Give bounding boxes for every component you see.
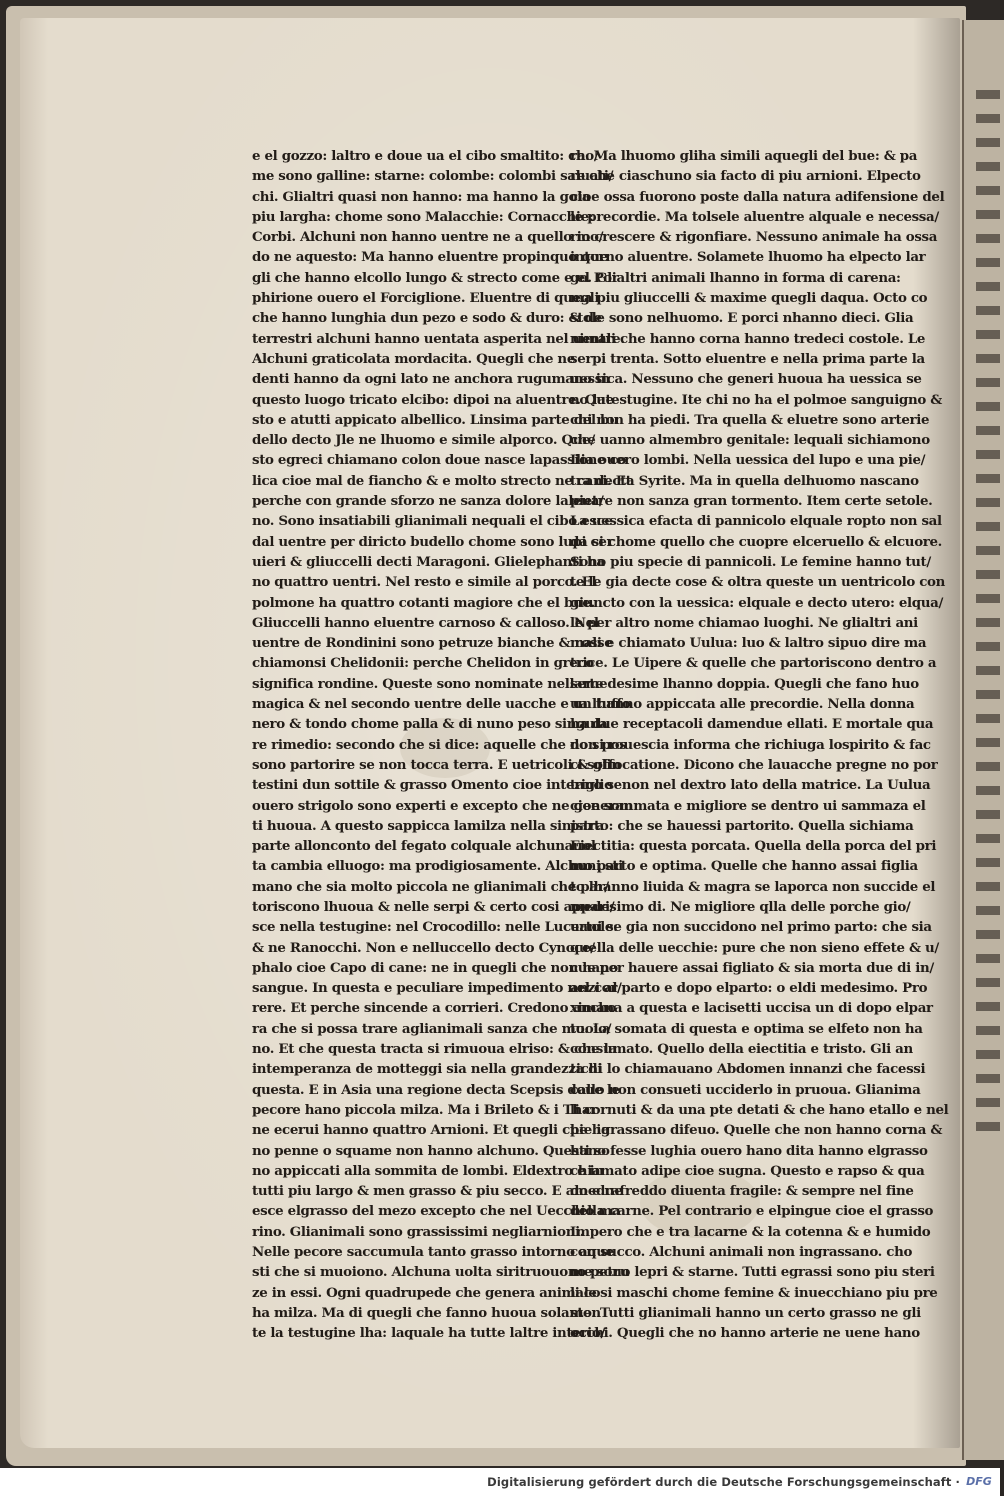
text-line: ci soffocatione. Dicono che lauacche pregne no por — [570, 756, 938, 773]
text-line: no appiccati alla sommita de lombi. Eldextro e in — [252, 1162, 604, 1179]
text-line: ximana a questa e lacisetti uccisa un di dopo elpar — [570, 1000, 933, 1017]
text-line: sto e atutti appicato albellico. Linsima parte del bu — [252, 411, 619, 428]
text-line: rino. Glianimali sono grassissimi negliarnioni. — [252, 1223, 585, 1240]
text-line: piu largha: chome sono Malacchie: Cornacchie: — [252, 208, 594, 225]
text-line: callo non consueti ucciderlo in pruoua. Glianima — [570, 1081, 921, 1098]
text-line: chi non ha piedi. Tra quella & eluetre sono arterie — [570, 411, 930, 428]
text-line: to lhanno liuida & magra se laporca non succide el — [570, 878, 936, 895]
text-line: semedesime lhanno doppia. Quegli che fano huo — [570, 675, 919, 692]
digitization-credit: Digitalisierung gefördert durch die Deutsche Forschungsgemeinschaft · — [487, 1475, 960, 1489]
text-line: Impero che e tra lacarne & la cotenna & e humido — [570, 1223, 931, 1240]
text-line: nimali che hanno corna hanno tredeci costole. Le — [570, 330, 926, 347]
text-line: ma piu gliuccelli & maxime quegli daqua. Octo co — [570, 290, 928, 307]
text-line: anzi al parto e dopo elparto: o eldi medesimo. Pro — [570, 980, 928, 997]
text-line: ne ecerui hanno quattro Arnioni. Et quegli che ha — [252, 1122, 610, 1139]
text-line: parte allonconto del fegato colquale alchunauol — [252, 838, 596, 855]
text-line: tano senon nel dextro lato della matrice. La Uulua — [570, 777, 931, 794]
text-line: Corbi. Alchuni non hanno uentre ne a quello mo/ — [252, 229, 604, 246]
text-line: questa. E in Asia una regione decta Scepsis doue le — [252, 1081, 620, 1098]
text-line: no. Sono insatiabili glianimali nequali el cibo esce — [252, 513, 613, 530]
text-column-right — [570, 146, 949, 1344]
text-line: do si rouescia informa che richiuga lospirito & fac — [570, 736, 931, 753]
text-line: gli che hanno elcollo lungo & strecto come e el Por — [252, 269, 619, 286]
text-line: della carne. Pel contrario e elpingue cioe el grasso — [570, 1203, 934, 1220]
text-line: mano che sia molto piccola ne glianimali che par/ — [252, 878, 609, 895]
text-line: ra che si possa trare aglianimali sanza che muoio/ — [252, 1020, 612, 1037]
text-line: e el gozzo: laltro e doue ua el cibo smaltito: cho/ — [252, 148, 599, 164]
text-line: ra. Ma lhuomo gliha simili aquegli del bue: & pa — [570, 148, 918, 164]
text-line: uani se gia non succidono nel primo parto: che sia — [570, 919, 932, 936]
text-column-left — [252, 146, 633, 1344]
text-line: Eiectitia: questa porcata. Quella della porca del pri — [570, 838, 937, 855]
text-line: parto: che se hauessi partorito. Quella sichiama — [570, 817, 914, 834]
text-line: quella delle uecchie: pure che non sieno effete & u/ — [570, 939, 939, 956]
text-line: ouero strigolo sono experti e excepto che ne generan — [252, 797, 633, 814]
text-line: pietre non sanza gran tormento. Item certe setole. — [570, 493, 933, 510]
dfg-logo: DFG — [966, 1475, 992, 1488]
text-line: occhi. Quegli che no hanno arterie ne uene hano — [570, 1325, 920, 1342]
text-line: no penne o squame non hanno alchuno. Questi so — [252, 1142, 610, 1159]
text-line: phalo cioe Capo di cane: ne in quegli che non hano — [252, 959, 618, 976]
text-line: significa rondine. Queste sono nominate nellarte — [252, 675, 604, 692]
text-line: La uessica efacta di pannicolo elquale ropto non sal — [570, 513, 942, 530]
text-line: do ne aquesto: Ma hanno eluentre propinquo que — [252, 249, 608, 266]
text-line: intorno aluentre. Solamete lhuomo ha elpecto lar — [570, 249, 926, 266]
text-line: medesimo di. Ne migliore qlla delle porche gio/ — [570, 898, 911, 915]
text-line: trice. Le Uipere & quelle che partoriscono dentro a — [570, 655, 937, 672]
text-line: te la testugine lha: laquale ha tutte laltre interio/ — [252, 1325, 605, 1342]
text-line: & ne Ranocchi. Non e nelluccello decto Cynoce/ — [252, 939, 595, 956]
text-line: ti huoua. A questo sappicca lamilza nella sinistra — [252, 817, 604, 834]
text-line: no. Et che questa tracta si rimuoua elriso: & che la — [252, 1041, 617, 1058]
text-line: sto egreci chiamano colon doue nasce lapassione co — [252, 452, 626, 469]
text-line: re che ciaschuno sia facto di piu arnioni. Elpecto — [570, 168, 921, 185]
text-line: che hanno lunghia dun pezo e sodo & duro: & de — [252, 310, 602, 327]
text-line: go. Glialtri animali lhanno in forma di carena: — [570, 269, 901, 286]
text-line: rere. Et perche sincende a corrieri. Credono ancho — [252, 1000, 617, 1017]
text-line: uieri & gliuccelli decti Maragoni. Glielephanti ha — [252, 553, 605, 570]
text-line: me sono lepri & starne. Tutti egrassi sono piu steri — [570, 1264, 935, 1281]
text-line: polmone ha quattro cotanti magiore che el bue. — [252, 594, 595, 611]
text-line: dal uentre per diricto budello chome sono lupi cer — [252, 533, 614, 550]
facing-page-text-fragment — [976, 90, 1000, 1140]
text-line: tra decta Syrite. Ma in quella delhuomo nascano — [570, 472, 919, 489]
text-line: Sono piu specie di pannicoli. Le femine hanno tut/ — [570, 553, 931, 570]
text-line: ze in essi. Ogni quadrupede che genera animale — [252, 1284, 597, 1301]
text-line: esce elgrasso del mezo excepto che nel Uecchio ma — [252, 1203, 621, 1220]
text-line: lica cioe mal de fiancho & e molto strecto ne cani. Et — [252, 472, 632, 489]
text-line: ta cambia elluogo: ma prodigiosamente. Alchuni sti — [252, 858, 623, 875]
text-line: Ilia ouero lombi. Nella uessica del lupo e una pie/ — [570, 452, 926, 469]
text-line: hano fesse lughia ouero hano dita hanno elgrasso — [570, 1142, 928, 1159]
text-line: chiamato adipe cioe sugna. Questo e rapso & qua — [570, 1162, 925, 1179]
text-line: Alchuni graticolata mordacita. Quegli che ne — [252, 350, 575, 367]
text-line: ha milza. Ma di quegli che fanno huoua solamen — [252, 1304, 601, 1321]
text-line: cioe sommata e migliore se dentro ui sammaza el — [570, 797, 926, 814]
text-line: Nelle pecore saccumula tanto grasso intorno aque — [252, 1244, 614, 1261]
text-line: questo luogo tricato elcibo: dipoi na aluentre. Que — [252, 391, 614, 408]
text-line: no quattro uentri. Nel resto e simile al porco. El — [252, 574, 597, 591]
text-line: che uanno almembro genitale: lequali sichiamono — [570, 432, 930, 449]
text-line: perche con grande sforzo ne sanza dolore laleua/ — [252, 493, 604, 510]
text-line: toriscono lhuoua & nelle serpi & certo cosi appari/ — [252, 898, 615, 915]
text-line: denti hanno da ogni lato ne anchora rugumano in — [252, 371, 611, 388]
text-line: con succo. Alchuni animali non ingrassano. cho — [570, 1244, 913, 1261]
text-line: tutti piu largo & men grasso & piu secco. E amedue — [252, 1183, 623, 1200]
text-line: giuncto con la uessica: elquale e decto utero: elqua/ — [570, 594, 944, 611]
text-line: uentre de Rondinini sono petruze bianche & rosse — [252, 635, 613, 652]
text-line: pecore hano piccola milza. Ma i Brileto & i Thar — [252, 1101, 597, 1118]
text-line: no latestugine. Ite chi no ha el polmoe sanguigno & — [570, 391, 942, 408]
text-line: me sono galline: starne: colombe: colombi saluati/ — [252, 168, 614, 185]
text-line: cioe ossa fuorono poste dalla natura adifensione del — [570, 188, 945, 205]
text-line: li cornuti & da una pte detati & che hano etallo e nel — [570, 1101, 949, 1118]
text-line: sti che si muoiono. Alchuna uolta siritruouono petru — [252, 1264, 630, 1281]
text-line: rio crescere & rigonfiare. Nessuno animale ha ossa — [570, 229, 938, 246]
text-line: le precordie. Ma tolsele aluentre alquale e necessa/ — [570, 208, 939, 225]
text-line: Gliuccelli hanno eluentre carnoso & calloso. Nel — [252, 614, 599, 631]
text-line: sangue. In questa e peculiare impedimento nel cor/ — [252, 980, 622, 997]
text-line: phirione ouero el Forciglione. Eluentre di quegli — [252, 290, 600, 307]
text-line: consumato. Quello della eiectitia e tristo. Gli an — [570, 1041, 913, 1058]
text-line: chiamonsi Chelidonii: perche Chelidon in greco — [252, 655, 594, 672]
text-line: cue per hauere assai figliato & sia morta due di in/ — [570, 959, 934, 976]
text-line: dello decto Jle ne lhuomo e simile alporco. Que/ — [252, 432, 595, 449]
text-line: ua lhanno appiccata alle precordie. Nella donna — [570, 696, 915, 713]
text-line: sto. Tutti glianimali hanno un certo grasso ne gli — [570, 1304, 921, 1321]
text-line: te le gia decte cose & oltra queste un uentricolo con — [570, 574, 945, 591]
text-line: sono partorire se non tocca terra. E uetricoli & glin — [252, 756, 621, 773]
text-line: chi. Glialtri quasi non hanno: ma hanno la gola — [252, 188, 591, 205]
text-line: mo parto e optima. Quelle che hanno assai figlia — [570, 858, 918, 875]
text-line: uessica. Nessuno che generi huoua ha uessica se — [570, 371, 922, 388]
text-line: nero & tondo chome palla & di nuno peso singula — [252, 716, 608, 733]
text-line: terrestri alchuni hanno uentata asperita nel uentre. — [252, 330, 625, 347]
text-line: li cosi maschi chome femine & inuecchiano piu pre — [570, 1284, 938, 1301]
text-line: serpi trenta. Sotto eluentre e nella prima parte la — [570, 350, 925, 367]
text-line: pie igrassano difeuo. Quelle che non hanno corna & — [570, 1122, 943, 1139]
text-line: mali e chiamato Uulua: luo & laltro sipuo dire ma — [570, 635, 927, 652]
text-line: tichi lo chiamauano Abdomen innanzi che facessi — [570, 1061, 926, 1078]
text-line: magica & nel secondo uentre delle uacche e un tuffo — [252, 696, 631, 713]
text-line: intemperanza de motteggi sia nella grandezza di — [252, 1061, 602, 1078]
text-line: le per altro nome chiamao luoghi. Ne glialtri ani — [570, 614, 918, 631]
text-line: da si chome quello che cuopre elceruello & elcuore. — [570, 533, 942, 550]
text-line: ha due receptacoli damendue ellati. E mortale qua — [570, 716, 934, 733]
text-line: do e rafreddo diuenta fragile: & sempre nel fine — [570, 1183, 914, 1200]
text-line: testini dun sottile & grasso Omento cioe interiglio — [252, 777, 613, 794]
text-line: to. La somata di questa e optima se elfeto non ha — [570, 1020, 923, 1037]
text-line: stole sono nelhuomo. E porci nhanno dieci. Glia — [570, 310, 914, 327]
text-line: sce nella testugine: nel Crocodillo: nelle Lucertole: — [252, 919, 618, 936]
text-line: re rimedio: secondo che si dice: aquelle che non pos — [252, 736, 627, 753]
